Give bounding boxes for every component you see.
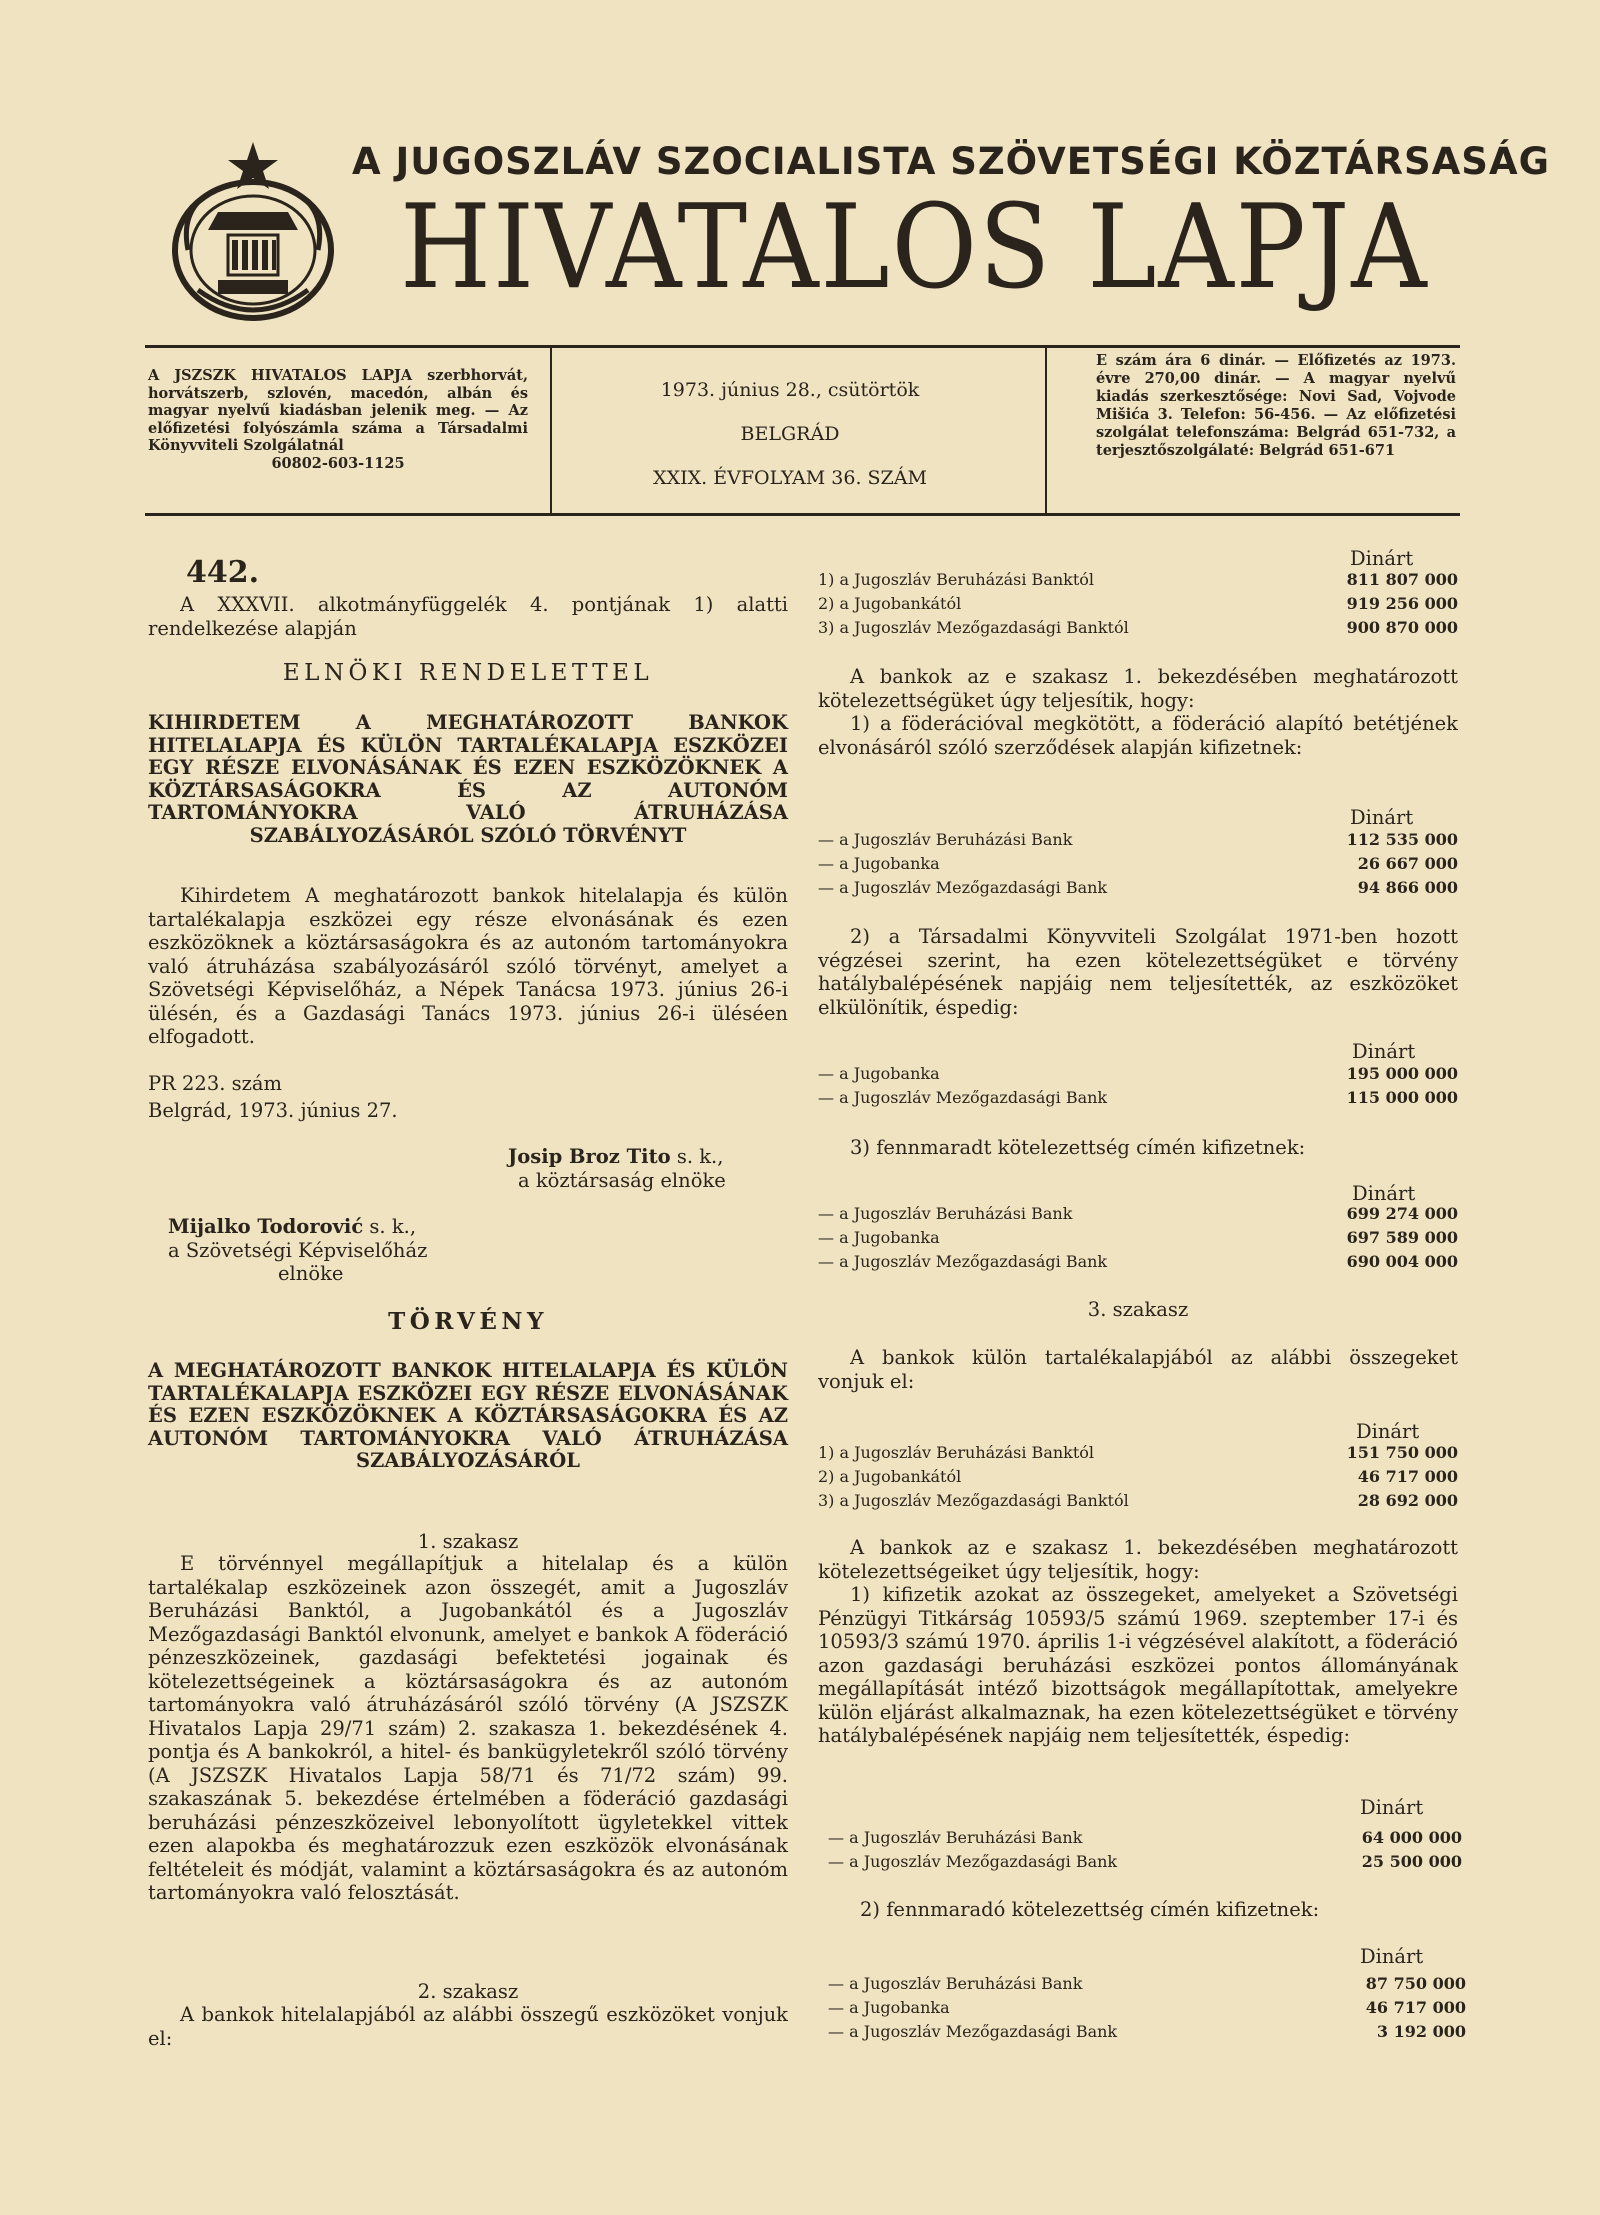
signer1-title: a köztársaság elnöke xyxy=(518,1168,726,1192)
signer1-sk: s. k., xyxy=(676,1145,724,1168)
table6-row xyxy=(828,1828,1462,1847)
masthead-divider-left xyxy=(550,345,552,515)
row-amount: 112 535 000 xyxy=(1346,830,1458,849)
row-amount: 46 717 000 xyxy=(1357,1467,1458,1486)
sec2-heading: 2. szakasz xyxy=(417,1980,519,2003)
row-amount: 25 500 000 xyxy=(1361,1852,1462,1871)
table4-row xyxy=(818,1228,1458,1247)
proclaim-text: Kihirdetem A meghatározott bankok hitelalapja és külön tartalékalapja eszközei egy része elvonásának és ezen eszközöknek a köztársaságokra és az autonóm tartományokra való átruházása szabályozásáról szóló törvényt, amelyet a Szövetségi Képviselőház, a Népek Tanácsa 1973. június 26-i ülésén, és a Gazdasági Tanács 1973. június 26-i üléséen elfogadott. xyxy=(148,884,788,1048)
table6-row xyxy=(828,1852,1462,1871)
row-amount: 697 589 000 xyxy=(1346,1228,1458,1247)
row-label: — a Jugobanka xyxy=(828,1998,950,2017)
row-label: 1) a Jugoszláv Beruházási Banktól xyxy=(818,570,1095,589)
row-amount: 811 807 000 xyxy=(1346,570,1458,589)
sec3-heading: 3. szakasz xyxy=(1087,1298,1189,1321)
right-para-7: 1) kifizetik azokat az összegeket, amelyeket a Szövetségi Pénzügyi Titkárság 10593/5 számú 1969. szeptember 17-i és 10593/3 számú 1970. április 1-i végzésével alakított, a föderáció azon gazdasági beruházási eszközei pontos állományának megállapítását intéző bizottságok megállapítottak, amelyekre külön eljárást alkalmaznak, ha ezen kötelezettségüket e törvény hatálybalépésének napjáig nem teljesítették, éspedig: xyxy=(818,1583,1458,1747)
issue-date: 1973. június 28., csütörtök xyxy=(660,379,920,401)
dinar-header: Dinárt xyxy=(1352,1182,1416,1205)
state-emblem-icon xyxy=(168,140,338,325)
table5-row xyxy=(818,1491,1458,1510)
sec1-heading: 1. szakasz xyxy=(417,1530,519,1553)
right-para-2: 1) a föderációval megkötött, a föderáció alapító betétjének elvonásáról szóló szerződések alapján kifizetnek: xyxy=(818,712,1458,759)
table2-row xyxy=(818,878,1458,897)
masthead-right-info: E szám ára 6 dinár. — Előfizetés az 1973. évre 270,00 dinár. — A magyar nyelvű kiadás szerkesztősége: Novi Sad, Vojvode Mišića 3. Telefon: 56-456. — Az előfizetési szolgálat telefonszáma: Belgrád 651-732, a terjesztőszolgálaté: Belgrád 651-671 xyxy=(1096,352,1456,459)
signer2-title2: elnöke xyxy=(278,1262,344,1285)
masthead-title: HIVATALOS LAPJA xyxy=(400,180,1429,315)
table3-row xyxy=(818,1088,1458,1107)
right-para-1: A bankok az e szakasz 1. bekezdésében meghatározott kötelezettségüket úgy teljesítik, hogy: xyxy=(818,665,1458,712)
right-para-5: A bankok külön tartalékalapjából az alábbi összegeket vonjuk el: xyxy=(818,1346,1458,1393)
decree-heading: ELNÖKI RENDELETTEL xyxy=(282,660,654,686)
dinar-header: Dinárt xyxy=(1350,547,1414,570)
signer2-sk: s. k., xyxy=(369,1215,417,1238)
row-label: — a Jugoszláv Mezőgazdasági Bank xyxy=(828,1852,1118,1871)
law-title: A MEGHATÁROZOTT BANKOK HITELALAPJA ÉS KÜLÖN TARTALÉKALAPJA ESZKÖZEI EGY RÉSZE ELVONÁSÁNAK ÉS EZEN ESZKÖZÖKNEK A KÖZTÁRSASÁGOKRA ÉS AZ AUTONÓM TARTOMÁNYOKRA VALÓ ÁTRUHÁZÁSA SZABÁLYOZÁSÁRÓL xyxy=(148,1359,788,1472)
item-number: 442. xyxy=(186,555,260,590)
row-label: 3) a Jugoszláv Mezőgazdasági Banktól xyxy=(818,618,1129,637)
dinar-header: Dinárt xyxy=(1350,806,1414,829)
dinar-header: Dinárt xyxy=(1360,1945,1424,1968)
table2-row xyxy=(818,830,1458,849)
row-amount: 64 000 000 xyxy=(1361,1828,1462,1847)
pr-number: PR 223. szám xyxy=(148,1072,283,1095)
proclaim-heading: KIHIRDETEM A MEGHATÁROZOTT BANKOK HITELALAPJA ÉS KÜLÖN TARTALÉKALAPJA ESZKÖZEI EGY RÉSZE ELVONÁSÁNAK ÉS EZEN ESZKÖZÖKNEK A KÖZTÁRSASÁGOKRA ÉS AZ AUTONÓM TARTOMÁNYOKRA VALÓ ÁTRUHÁZÁSA SZABÁLYOZÁSÁRÓL SZÓLÓ TÖRVÉNYT xyxy=(148,711,788,847)
row-amount: 28 692 000 xyxy=(1357,1491,1458,1510)
masthead-center-info xyxy=(560,368,1020,500)
dinar-header: Dinárt xyxy=(1360,1796,1424,1819)
masthead-top-rule xyxy=(145,345,1460,348)
dinar-header: Dinárt xyxy=(1352,1040,1416,1063)
decree-intro: A XXXVII. alkotmányfüggelék 4. pontjának 1) alatti rendelkezése alapján xyxy=(148,593,788,640)
row-label: — a Jugobanka xyxy=(818,854,940,873)
row-amount: 115 000 000 xyxy=(1346,1088,1458,1107)
row-label: — a Jugoszláv Mezőgazdasági Bank xyxy=(818,878,1108,897)
issue-volume: XXIX. ÉVFOLYAM 36. SZÁM xyxy=(653,467,927,489)
row-amount: 3 192 000 xyxy=(1376,2022,1466,2041)
right-para-3: 2) a Társadalmi Könyvviteli Szolgálat 1971-ben hozott végzései szerint, ha ezen kötelezettségüket e törvény hatálybalépésének napjáig nem teljesítették, az eszközöket elkülönítik, éspedig: xyxy=(818,925,1458,1019)
table7-row xyxy=(828,1998,1466,2017)
row-amount: 151 750 000 xyxy=(1346,1443,1458,1462)
row-label: 2) a Jugobankától xyxy=(818,594,962,613)
row-label: — a Jugoszláv Mezőgazdasági Bank xyxy=(818,1088,1108,1107)
table3-row xyxy=(818,1064,1458,1083)
issue-city: BELGRÁD xyxy=(740,423,840,445)
table5-row xyxy=(818,1467,1458,1486)
signer-tito xyxy=(508,1145,798,1192)
signer2-title1: a Szövetségi Képviselőház xyxy=(168,1238,428,1262)
row-label: — a Jugoszláv Beruházási Bank xyxy=(828,1828,1083,1847)
masthead-left-info xyxy=(148,367,528,472)
dinar-header: Dinárt xyxy=(1356,1420,1420,1443)
table7-row xyxy=(828,2022,1466,2041)
masthead-bottom-rule xyxy=(145,513,1460,516)
row-amount: 195 000 000 xyxy=(1346,1064,1458,1083)
signer2-name: Mijalko Todorović xyxy=(168,1215,364,1238)
row-amount: 26 667 000 xyxy=(1357,854,1458,873)
row-label: — a Jugoszláv Beruházási Bank xyxy=(828,1974,1083,1993)
account-number: 60802-603-1125 xyxy=(271,454,405,472)
sec2-text: A bankok hitelalapjából az alábbi összegű eszközöket vonjuk el: xyxy=(148,2003,788,2050)
row-label: — a Jugoszláv Mezőgazdasági Bank xyxy=(818,1252,1108,1271)
publication-info: A JSZSZK HIVATALOS LAPJA szerbhorvát, horvátszerb, szlovén, macedón, albán és magyar nyelvű kiadásban jelenik meg. — Az előfizetési folyószámla száma a Társadalmi Könyvviteli Szolgálatnál xyxy=(148,367,528,454)
table1-row xyxy=(818,594,1458,613)
row-label: — a Jugoszláv Beruházási Bank xyxy=(818,830,1073,849)
row-label: 2) a Jugobankától xyxy=(818,1467,962,1486)
table1-row xyxy=(818,570,1458,589)
table4-row xyxy=(818,1252,1458,1271)
row-label: — a Jugobanka xyxy=(818,1064,940,1083)
row-amount: 94 866 000 xyxy=(1357,878,1458,897)
row-amount: 690 004 000 xyxy=(1346,1252,1458,1271)
table5-row xyxy=(818,1443,1458,1462)
right-para-8: 2) fennmaradó kötelezettség címén kifizetnek: xyxy=(860,1898,1320,1921)
signer-todorovic xyxy=(168,1215,498,1286)
row-amount: 900 870 000 xyxy=(1346,618,1458,637)
table4-row xyxy=(818,1204,1458,1223)
table7-row xyxy=(828,1974,1466,1993)
row-label: 1) a Jugoszláv Beruházási Banktól xyxy=(818,1443,1095,1462)
signer1-name: Josip Broz Tito xyxy=(508,1145,671,1168)
sec1-text: E törvénnyel megállapítjuk a hitelalap és a külön tartalékalap eszközeinek azon összegét, amit a Jugoszláv Beruházási Banktól, a Jugobankától és a Jugoszláv Mezőgazdasági Banktól elvonunk, amelyet e bankok A föderáció pénzeszközeinek, gazdasági befektetési jogainak és kötelezettségeinek a köztársaságokra és az autonóm tartományokra való átruházásáról szóló törvény (A JSZSZK Hivatalos Lapja 29/71 szám) 2. szakasza 1. bekezdésének 4. pontja és A bankokról, a hitel- és bankügyletekről szóló törvény (A JSZSZK Hivatalos Lapja 58/71 és 71/72 szám) 99. szakaszának 5. bekezdése értelmében a föderáció gazdasági beruházási pénzeszközeivel lebonyolított ügyletekkel vittek ezen alapokba és meghatározzuk ezen eszközök elvonásának feltételeit és módját, valamint a köztársaságokra és az autonóm tartományokra való felosztását. xyxy=(148,1552,788,1904)
row-amount: 699 274 000 xyxy=(1346,1204,1458,1223)
row-label: — a Jugoszláv Beruházási Bank xyxy=(818,1204,1073,1223)
row-label: — a Jugobanka xyxy=(818,1228,940,1247)
table1-row xyxy=(818,618,1458,637)
row-amount: 87 750 000 xyxy=(1365,1974,1466,1993)
right-para-6: A bankok az e szakasz 1. bekezdésében meghatározott kötelezettségeiket úgy teljesítik, hogy: xyxy=(818,1536,1458,1583)
table2-row xyxy=(818,854,1458,873)
row-amount: 46 717 000 xyxy=(1365,1998,1466,2017)
row-label: — a Jugoszláv Mezőgazdasági Bank xyxy=(828,2022,1118,2041)
right-para-4: 3) fennmaradt kötelezettség címén kifizetnek: xyxy=(850,1136,1306,1159)
place-date: Belgrád, 1973. június 27. xyxy=(148,1099,398,1122)
row-amount: 919 256 000 xyxy=(1346,594,1458,613)
masthead-divider-right xyxy=(1045,345,1047,515)
masthead-supertitle: A JUGOSZLÁV SZOCIALISTA SZÖVETSÉGI KÖZTÁRSASÁG xyxy=(352,140,1550,183)
law-heading: TÖRVÉNY xyxy=(388,1308,548,1335)
row-label: 3) a Jugoszláv Mezőgazdasági Banktól xyxy=(818,1491,1129,1510)
